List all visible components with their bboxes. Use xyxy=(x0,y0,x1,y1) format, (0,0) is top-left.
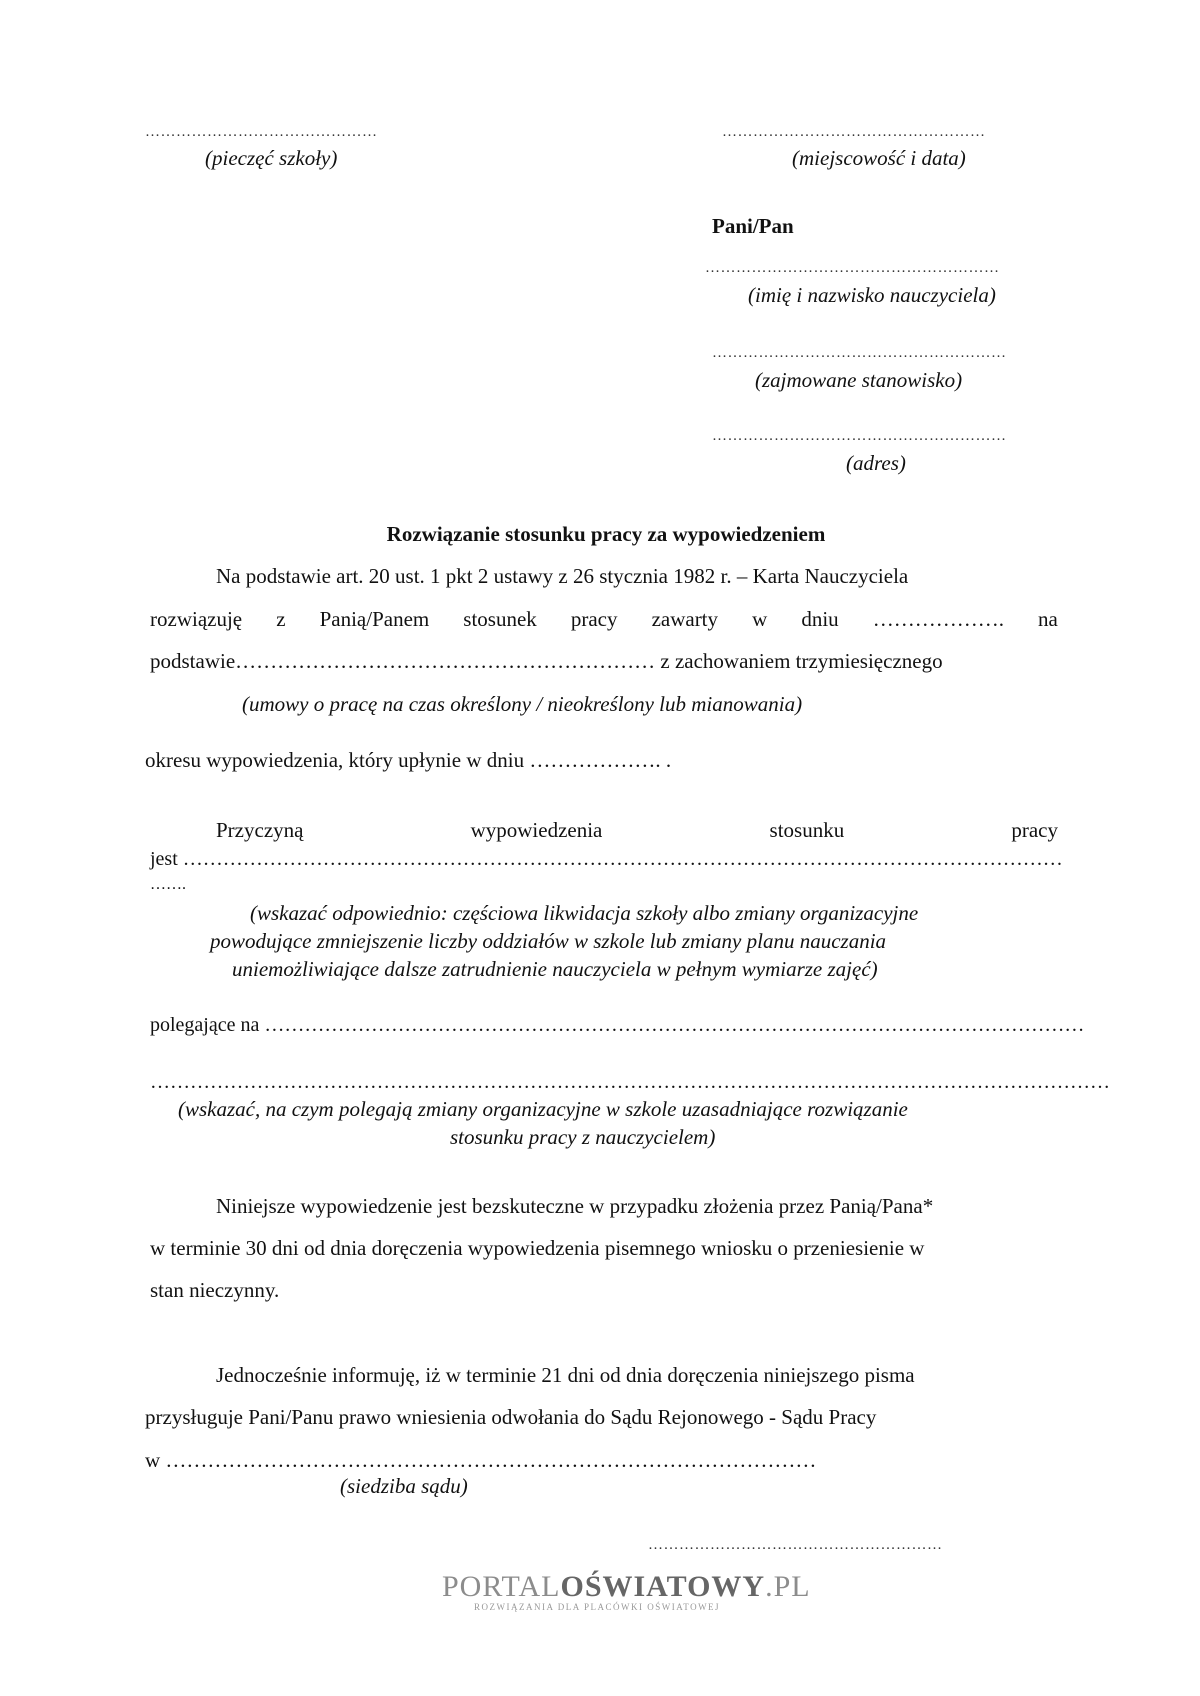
place-date-dots: …………………………………………… xyxy=(722,124,986,140)
word: dniu xyxy=(801,607,839,631)
reason-line3: ……. xyxy=(150,876,186,893)
para3-line1: Jednocześnie informuję, iż w terminie 21 dni od dnia doręczenia niniejszego pisma xyxy=(216,1363,915,1387)
signature-dots: ………………………………………………… xyxy=(648,1537,943,1553)
portal-logo xyxy=(442,1570,811,1612)
word: pracy xyxy=(1011,818,1058,842)
logo-part3: .PL xyxy=(765,1570,811,1603)
word: stosunek xyxy=(463,607,537,631)
reason-line2: jest …………………………………………………………………………………………………………………… xyxy=(150,848,1063,870)
detail-line1: polegające na …………………………………………………………………………………………………………… xyxy=(150,1014,1085,1036)
word: wypowiedzenia xyxy=(470,818,603,842)
para3-line3: w ………………………………………………………………………………… xyxy=(145,1448,817,1472)
para1-line2 xyxy=(150,607,1058,632)
word: na xyxy=(1038,607,1058,631)
para2-line1: Niniejsze wypowiedzenie jest bezskuteczne w przypadku złożenia przez Panią/Pana* xyxy=(216,1194,934,1218)
school-stamp-dots: ……………………………………… xyxy=(145,124,378,140)
reason-line1 xyxy=(216,818,1058,843)
word: rozwiązuję xyxy=(150,607,243,631)
court-seat-hint: (siedziba sądu) xyxy=(340,1474,468,1498)
para1-line1: Na podstawie art. 20 ust. 1 pkt 2 ustawy z 26 stycznia 1982 r. – Karta Nauczyciela xyxy=(216,564,909,588)
word: zawarty xyxy=(651,607,719,631)
logo-part2: OŚWIATOWY xyxy=(560,1570,766,1603)
contract-type-hint: (umowy o pracę na czas określony / nieokreślony lub mianowania) xyxy=(242,692,803,716)
para1-line3: podstawie…………………………………………………… z zachowaniem trzymiesięcznego xyxy=(150,649,943,673)
detail-line2: ……………………………………………………………………………………………………………………………… xyxy=(150,1071,1110,1093)
word: stosunku xyxy=(769,818,845,842)
word: pracy xyxy=(570,607,618,631)
reason-hint-2: powodujące zmniejszenie liczby oddziałów w szkole lub zmiany planu nauczania xyxy=(210,929,887,953)
logo-wordmark xyxy=(442,1570,811,1604)
position-label: (zajmowane stanowisko) xyxy=(755,368,963,392)
para2-line2: w terminie 30 dni od dnia doręczenia wypowiedzenia pisemnego wniosku o przeniesienie w xyxy=(150,1236,925,1260)
para1-line4: okresu wypowiedzenia, który upłynie w dniu ………………. . xyxy=(145,748,672,772)
reason-hint-3: uniemożliwiające dalsze zatrudnienie nauczyciela w pełnym wymiarze zajęć) xyxy=(232,957,878,981)
address-label: (adres) xyxy=(846,451,906,475)
word: Przyczyną xyxy=(216,818,304,842)
reason-hint-1: (wskazać odpowiednio: częściowa likwidacja szkoły albo zmiany organizacyjne xyxy=(250,901,919,925)
salutation: Pani/Pan xyxy=(712,214,794,238)
place-date-label: (miejscowość i data) xyxy=(792,146,966,170)
school-stamp-label: (pieczęć szkoły) xyxy=(205,146,338,170)
detail-hint-1: (wskazać, na czym polegają zmiany organizacyjne w szkole uzasadniające rozwiązanie xyxy=(178,1097,908,1121)
word: Panią/Panem xyxy=(319,607,430,631)
para3-line2: przysługuje Pani/Panu prawo wniesienia odwołania do Sądu Rejonowego - Sądu Pracy xyxy=(145,1405,877,1429)
position-dots: ………………………………………………… xyxy=(712,345,1007,361)
detail-hint-2: stosunku pracy z nauczycielem) xyxy=(450,1125,716,1149)
logo-part1: PORTAL xyxy=(442,1570,561,1603)
date-dots: ………………. xyxy=(872,607,1004,631)
logo-tagline: ROZWIĄZANIA DLA PLACÓWKI OŚWIATOWEJ xyxy=(474,1602,721,1612)
word: z xyxy=(276,607,286,631)
para2-line3: stan nieczynny. xyxy=(150,1278,280,1302)
document-title: Rozwiązanie stosunku pracy za wypowiedzeniem xyxy=(386,522,826,546)
address-dots: ………………………………………………… xyxy=(712,428,1007,444)
teacher-name-dots: ………………………………………………… xyxy=(705,260,1000,276)
word: w xyxy=(752,607,768,631)
teacher-name-label: (imię i nazwisko nauczyciela) xyxy=(748,283,996,307)
